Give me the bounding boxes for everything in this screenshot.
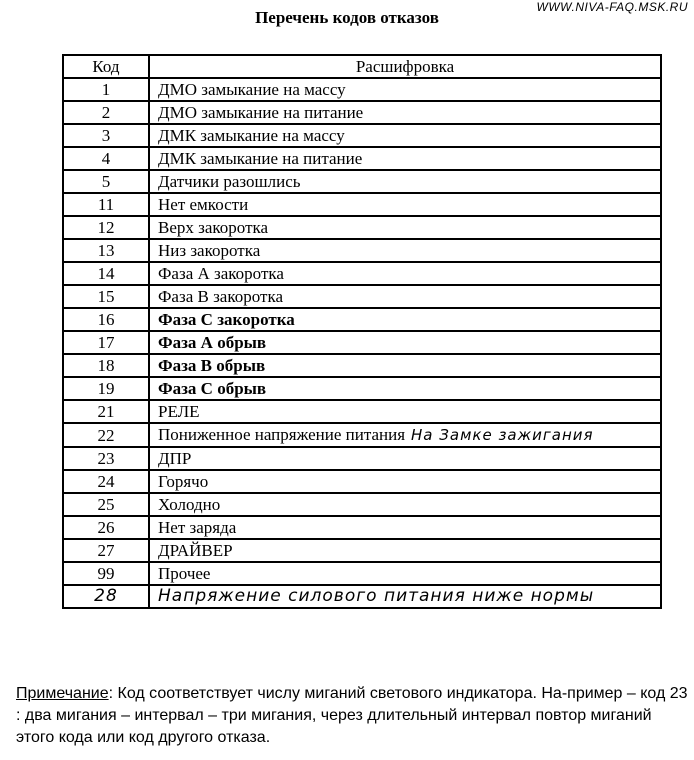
fault-description (149, 147, 661, 170)
fault-code: 21 (63, 400, 149, 423)
footnote (16, 683, 688, 749)
fault-description (149, 470, 661, 493)
fault-code: 18 (63, 354, 149, 377)
fault-description-text: Датчики разошлись (158, 172, 301, 191)
table-row-handwritten (63, 585, 661, 608)
table-row (63, 400, 661, 423)
fault-code: 26 (63, 516, 149, 539)
fault-description (149, 239, 661, 262)
table-row (63, 124, 661, 147)
table-row (63, 331, 661, 354)
table-row (63, 423, 661, 447)
fault-code: 5 (63, 170, 149, 193)
fault-description (149, 447, 661, 470)
fault-description-text: Верх закоротка (158, 218, 269, 237)
fault-description-text: ДМК замыкание на питание (158, 149, 363, 168)
fault-description-text: Горячо (158, 472, 209, 491)
fault-code: 11 (63, 193, 149, 216)
table-row (63, 147, 661, 170)
fault-description (149, 354, 661, 377)
fault-description (149, 78, 661, 101)
fault-code: 19 (63, 377, 149, 400)
fault-code: 16 (63, 308, 149, 331)
footnote-text: : Код соответствует числу миганий светового индикатора. На-пример – код 23 : два мигания – интервал – три мигания, через длительный интервал повтор миганий этого кода или код другого отказа. (16, 685, 688, 746)
fault-codes-table (62, 54, 662, 609)
table-row (63, 285, 661, 308)
table-row (63, 193, 661, 216)
fault-description-text: Фаза С обрыв (158, 379, 267, 398)
header-code: Код (63, 55, 149, 78)
table-row (63, 493, 661, 516)
fault-code: 13 (63, 239, 149, 262)
fault-description-text: ДМО замыкание на питание (158, 103, 364, 122)
fault-description-text: Нет заряда (158, 518, 237, 537)
table-row (63, 539, 661, 562)
fault-description (149, 562, 661, 585)
fault-code: 17 (63, 331, 149, 354)
fault-code: 12 (63, 216, 149, 239)
fault-description-text: Фаза С закоротка (158, 310, 295, 329)
fault-description (149, 331, 661, 354)
fault-description-text: Фаза В закоротка (158, 287, 283, 306)
table-row (63, 101, 661, 124)
fault-description (149, 101, 661, 124)
table-row (63, 377, 661, 400)
fault-code: 3 (63, 124, 149, 147)
fault-description-text: РЕЛЕ (158, 402, 200, 421)
fault-code: 4 (63, 147, 149, 170)
fault-description-text: Фаза А обрыв (158, 333, 267, 352)
table-row (63, 170, 661, 193)
fault-description-handwritten: Напряжение силового питания ниже нормы (149, 585, 661, 608)
fault-code-handwritten: 28 (63, 585, 149, 608)
fault-description (149, 262, 661, 285)
fault-description-text: ДРАЙВЕР (158, 541, 233, 560)
fault-description (149, 170, 661, 193)
fault-code: 22 (63, 423, 149, 447)
table-row (63, 516, 661, 539)
page-title: Перечень кодов отказов (255, 8, 439, 27)
table-row (63, 78, 661, 101)
table-row (63, 354, 661, 377)
fault-description (149, 193, 661, 216)
fault-description (149, 377, 661, 400)
fault-description (149, 493, 661, 516)
fault-description (149, 539, 661, 562)
table-header-row (63, 55, 661, 78)
fault-description (149, 308, 661, 331)
fault-description (149, 400, 661, 423)
fault-code: 23 (63, 447, 149, 470)
fault-description (149, 216, 661, 239)
fault-code: 27 (63, 539, 149, 562)
fault-description-text: Фаза А закоротка (158, 264, 284, 283)
fault-description-text: ДПР (158, 449, 192, 468)
fault-code: 99 (63, 562, 149, 585)
table-row (63, 470, 661, 493)
site-watermark: WWW.NIVA-FAQ.MSK.RU (536, 0, 688, 14)
fault-description-text: Холодно (158, 495, 221, 514)
table-row (63, 562, 661, 585)
table-row (63, 308, 661, 331)
footnote-label: Примечание (16, 685, 109, 702)
fault-code: 25 (63, 493, 149, 516)
fault-description-text: ДМК замыкание на массу (158, 126, 345, 145)
fault-description (149, 285, 661, 308)
fault-description-text: Нет емкости (158, 195, 249, 214)
fault-code: 1 (63, 78, 149, 101)
fault-code: 14 (63, 262, 149, 285)
table-row (63, 447, 661, 470)
fault-description-text: Низ закоротка (158, 241, 261, 260)
handwritten-annotation: На Замке зажигания (411, 426, 594, 444)
table-row (63, 262, 661, 285)
fault-code: 2 (63, 101, 149, 124)
fault-code: 15 (63, 285, 149, 308)
fault-description (149, 124, 661, 147)
table-row (63, 239, 661, 262)
fault-code: 24 (63, 470, 149, 493)
fault-description-text: ДМО замыкание на массу (158, 80, 346, 99)
fault-description (149, 423, 661, 447)
header-description: Расшифровка (149, 55, 661, 78)
fault-description-text: Пониженное напряжение питания (158, 425, 406, 444)
fault-description (149, 516, 661, 539)
table-row (63, 216, 661, 239)
fault-description-text: Прочее (158, 564, 211, 583)
fault-description-text: Фаза В обрыв (158, 356, 266, 375)
